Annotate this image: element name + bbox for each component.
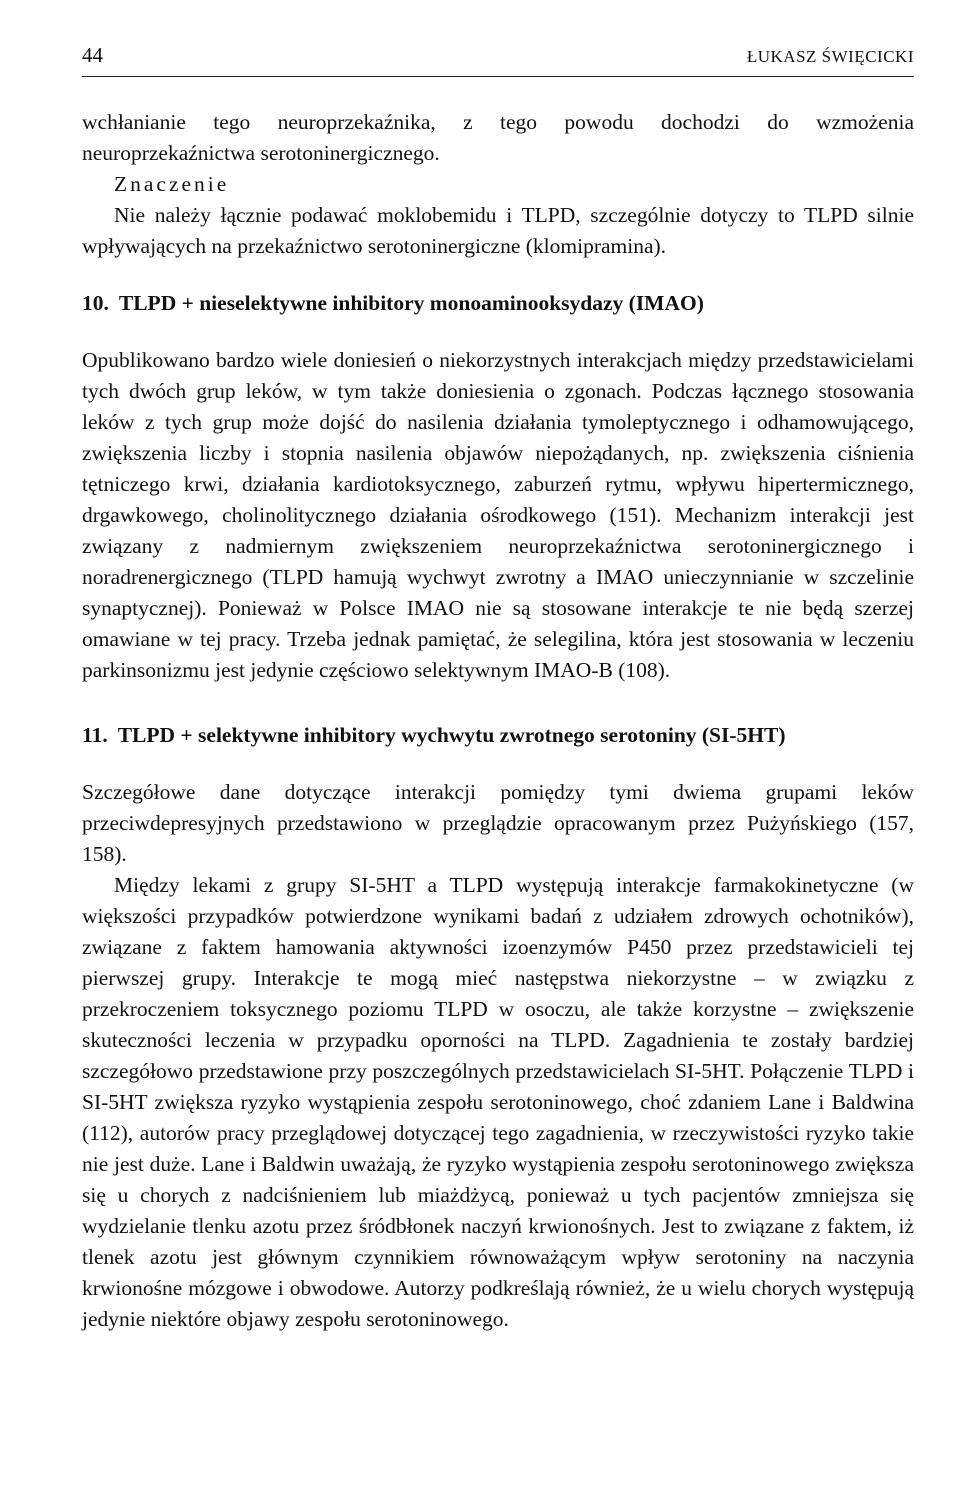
section-10-heading	[82, 288, 914, 319]
running-header	[82, 40, 914, 77]
continuation-paragraph: wchłanianie tego neuroprzekaźnika, z tego powodu dochodzi do wzmożenia neuroprzekaźnictwa serotoninergicznego.	[82, 110, 914, 165]
section-10-paragraph: Opublikowano bardzo wiele doniesień o niekorzystnych interakcjach między przedstawicielami tych dwóch grup leków, w tym także doniesienia o zgonach. Podczas łącznego stosowania leków z tych grup może dojść do nasilenia działania tymoleptycznego i odhamowującego, zwiększenia liczby i stopnia nasilenia objawów niepożądanych, np. zwiększenia ciśnienia tętniczego krwi, działania kardiotoksycznego, zaburzeń rytmu, wpływu hipertermicznego, drgawkowego, cholinolitycznego działania ośrodkowego (151). Mechanizm interakcji jest związany z nadmiernym zwiększeniem neuroprzekaźnictwa serotoninergicznego i noradrenergicznego (TLPD hamują wychwyt zwrotny a IMAO unieczynnianie w szczelinie synaptycznej). Ponieważ w Polsce IMAO nie są stosowane interakcje te nie będą szerzej omawiane w tej pracy. Trzeba jednak pamiętać, że selegilina, która jest stosowania w leczeniu parkinsonizmu jest jedynie częściowo selektywnym IMAO-B (108).	[82, 348, 914, 682]
section-11-paragraph-2: Między lekami z grupy SI-5HT a TLPD występują interakcje farmakokinetyczne (w większości przypadków potwierdzone wynikami badań z udziałem zdrowych ochotników), związane z faktem hamowania aktywności izoenzymów P450 przez przedstawicieli tej pierwszej grupy. Interakcje te mogą mieć następstwa niekorzystne – w związku z przekroczeniem toksycznego poziomu TLPD w osoczu, ale także korzystne – zwiększenie skuteczności leczenia w przypadku oporności na TLPD. Zagadnienia te zostały bardziej szczegółowo przedstawione przy poszczególnych przedstawicielach SI-5HT. Połączenie TLPD i SI-5HT zwiększa ryzyko wystąpienia zespołu serotoninowego, choć zdaniem Lane i Baldwina (112), autorów pracy przeglądowej dotyczącej tego zagadnienia, w rzeczywistości ryzyko takie nie jest duże. Lane i Baldwin uważają, że ryzyko wystąpienia zespołu serotoninowego zwiększa się u chorych z nadciśnieniem lub miażdżycą, ponieważ u tych pacjentów zmniejsza się wydzielanie tlenku azotu przez śródbłonek naczyń krwionośnych. Jest to związane z faktem, iż tlenek azotu jest głównym czynnikiem równoważącym wpływ serotoniny na naczynia krwionośne mózgowe i obwodowe. Autorzy podkreślają również, że u wielu chorych występują jedynie niektóre objawy zespołu serotoninowego.	[82, 873, 914, 1331]
section-11-paragraph-1: Szczegółowe dane dotyczące interakcji pomiędzy tymi dwiema grupami leków przeciwdepresyjnych przedstawiono w przeglądzie opracowanym przez Pużyńskiego (157, 158).	[82, 780, 914, 866]
section-11-number: 11.	[82, 723, 108, 747]
znaczenie-paragraph: Nie należy łącznie podawać moklobemidu i TLPD, szczególnie dotyczy to TLPD silnie wpływających na przekaźnictwo serotoninergiczne (klomipramina).	[82, 203, 914, 258]
running-header-author: ŁUKASZ ŚWIĘCICKI	[746, 47, 914, 66]
book-page	[82, 40, 914, 1335]
section-11-title: TLPD + selektywne inhibitory wychwytu zwrotnego serotoniny (SI-5HT)	[117, 723, 786, 747]
section-11-heading	[82, 720, 914, 751]
page-number: 44	[82, 43, 103, 67]
znaczenie-label: Znaczenie	[114, 172, 230, 196]
section-10-number: 10.	[82, 291, 109, 315]
section-10-title: TLPD + nieselektywne inhibitory monoaminooksydazy (IMAO)	[118, 291, 704, 315]
page-content	[82, 107, 914, 1335]
